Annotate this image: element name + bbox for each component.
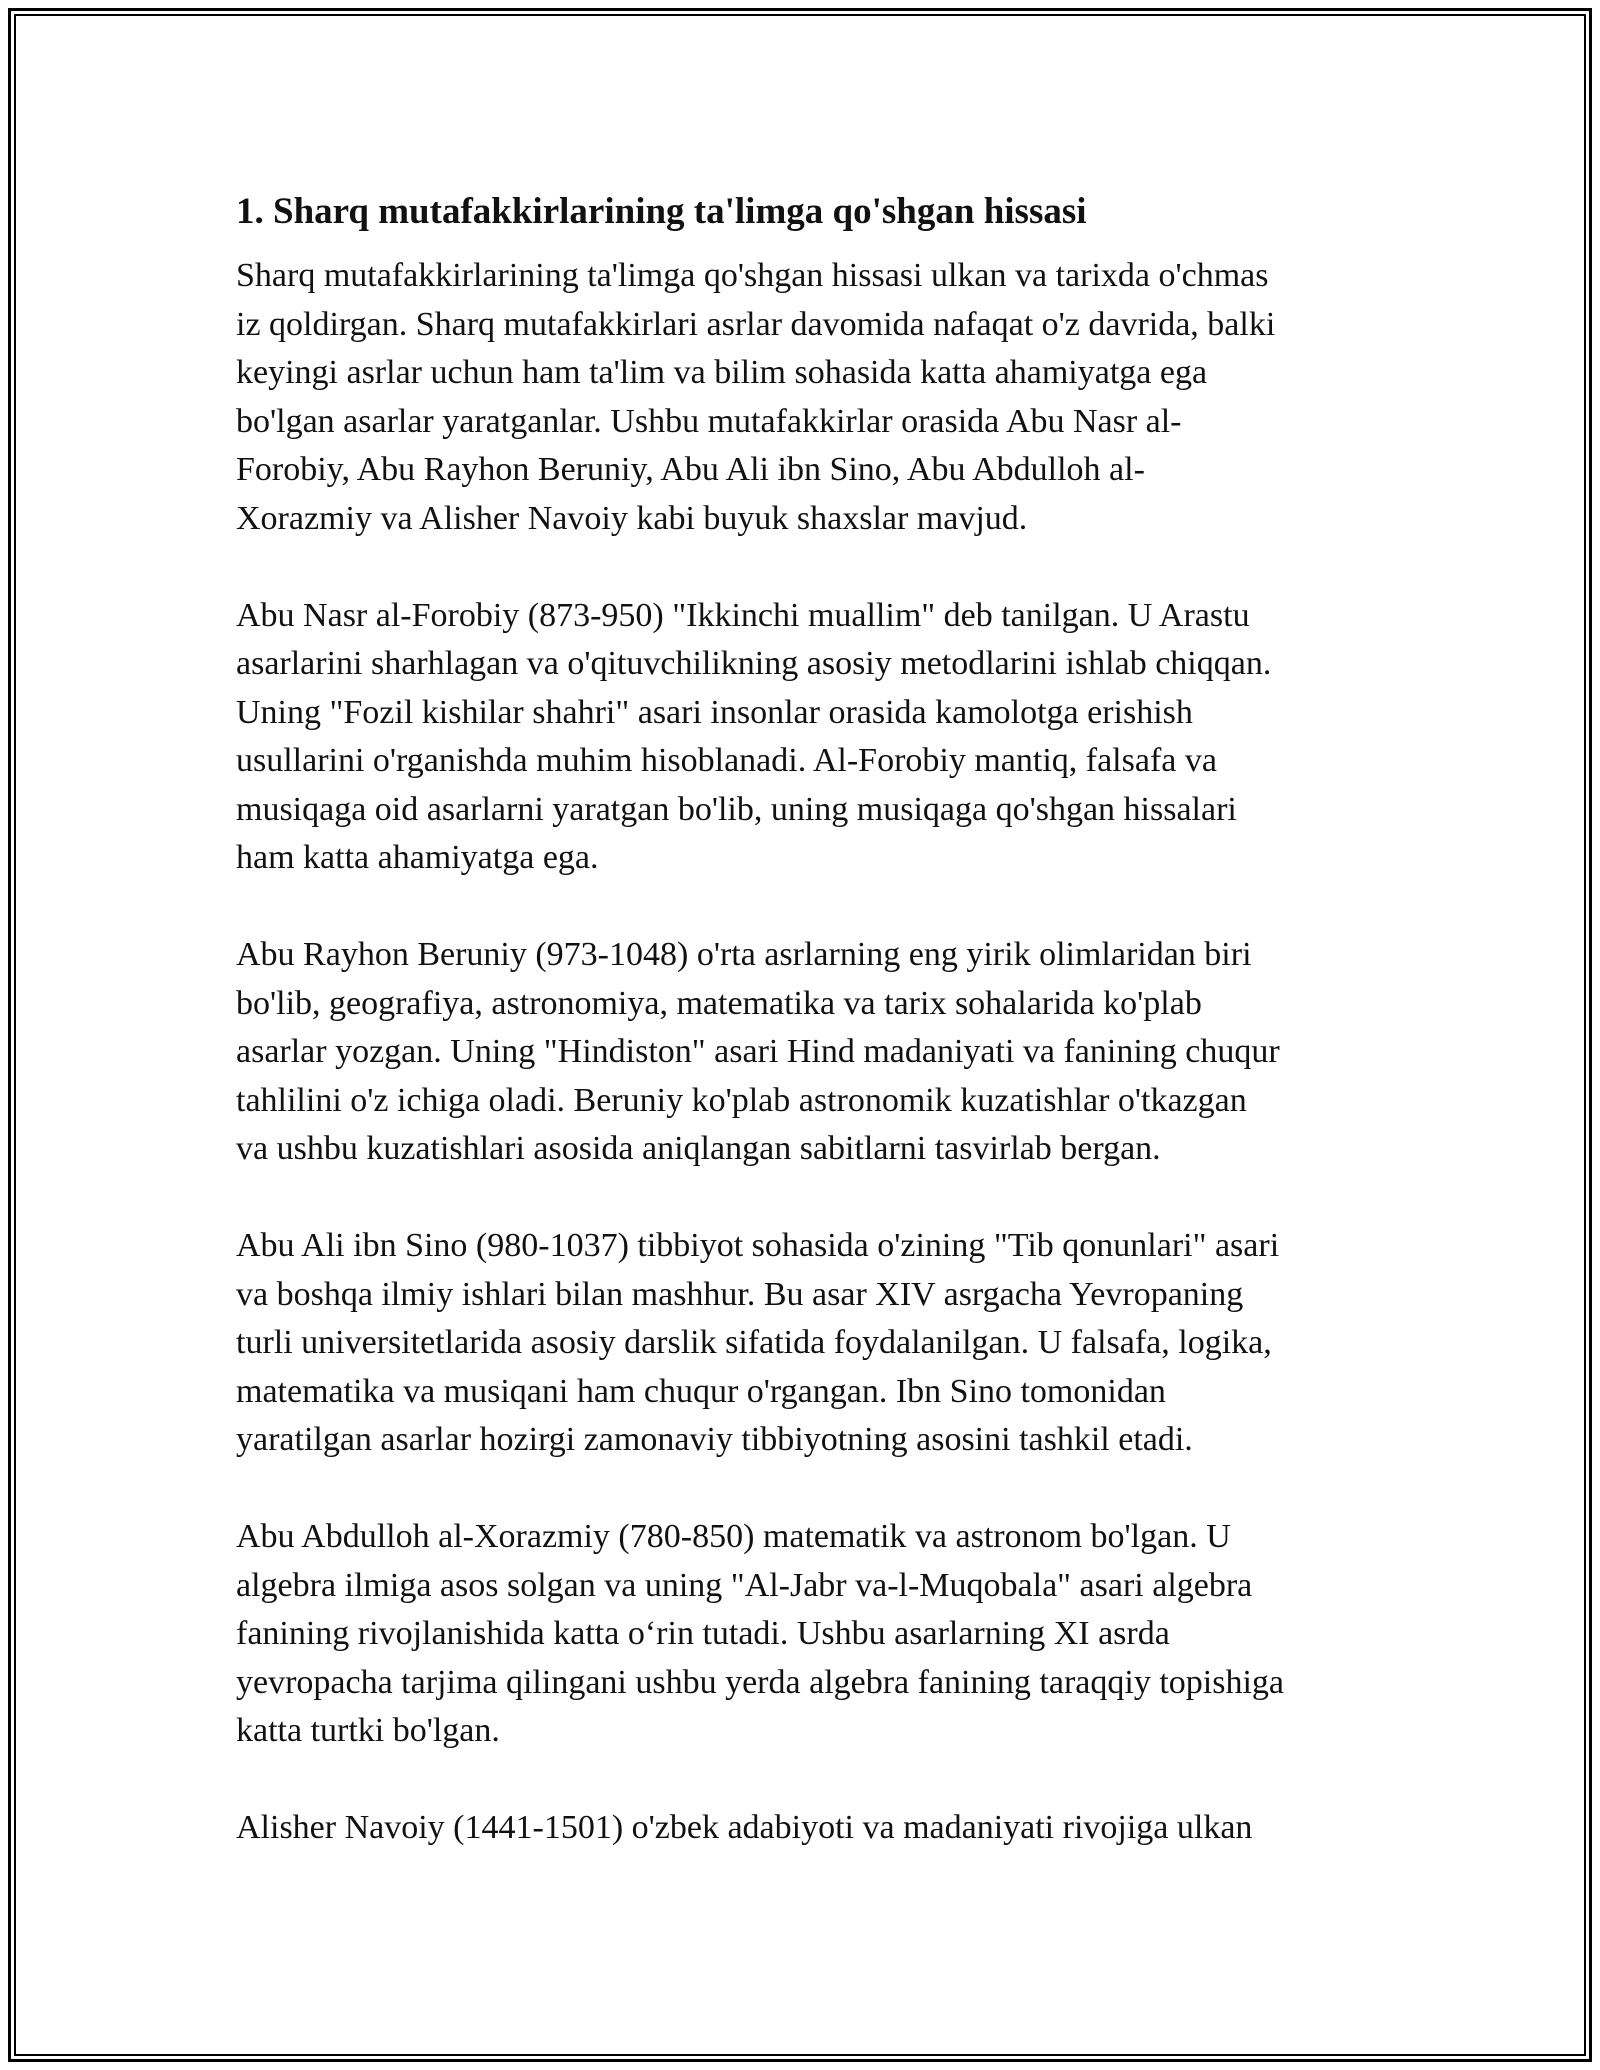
text-line: algebra ilmiga asos solgan va uning "Al-Jabr va-l-Muqobala" asari algebra [236, 1566, 1253, 1604]
text-line: yaratilgan asarlar hozirgi zamonaviy tibbiyotning asosini tashkil etadi. [236, 1421, 1193, 1458]
text-line: keyingi asrlar uchun ham ta'lim va bilim sohasida katta ahamiyatga ega [236, 354, 1208, 391]
text-line: Sharq mutafakkirlarining ta'limga qo'shgan hissasi ulkan va tarixda o'chmas [236, 257, 1269, 294]
document-body [236, 186, 1376, 1901]
text-line: Alisher Navoiy (1441-1501) o'zbek adabiyoti va madaniyati rivojiga ulkan [236, 1809, 1253, 1846]
paragraph-forobiy [236, 592, 1376, 883]
text-line: Xorazmiy va Alisher Navoiy kabi buyuk shaxslar mavjud. [236, 499, 1028, 537]
paragraph-navoiy [236, 1804, 1376, 1853]
text-line: yevropacha tarjima qilingani ushbu yerda algebra fanining taraqqiy topishiga [236, 1663, 1284, 1701]
text-line: Uning "Fozil kishilar shahri" asari insonlar orasida kamolotga erishish [236, 693, 1193, 731]
text-line: usullarini o'rganishda muhim hisoblanadi. Al-Forobiy mantiq, falsafa va [236, 742, 1217, 779]
text-line: tahlilini o'z ichiga oladi. Beruniy ko'plab astronomik kuzatishlar o'tkazgan [236, 1081, 1247, 1119]
text-line: asarlar yozgan. Uning "Hindiston" asari Hind madaniyati va fanining chuqur [236, 1033, 1280, 1070]
paragraph-ibn-sino [236, 1222, 1376, 1465]
text-line: katta turtki bo'lgan. [236, 1712, 500, 1749]
text-line: bo'lib, geografiya, astronomiya, matematika va tarix sohalarida ko'plab [236, 984, 1202, 1022]
text-line: iz qoldirgan. Sharq mutafakkirlari asrlar davomida nafaqat o'z davrida, balki [236, 305, 1276, 343]
text-line: Abu Abdulloh al-Xorazmiy (780-850) matematik va astronom bo'lgan. U [236, 1518, 1231, 1555]
text-line: va ushbu kuzatishlari asosida aniqlangan sabitlarni tasvirlab bergan. [236, 1130, 1161, 1167]
paragraph-xorazmiy [236, 1513, 1376, 1756]
text-line: asarlarini sharhlagan va o'qituvchilikning asosiy metodlarini ishlab chiqqan. [236, 645, 1272, 682]
text-line: musiqaga oid asarlarni yaratgan bo'lib, uning musiqaga qo'shgan hissalari [236, 790, 1237, 828]
text-line: Abu Nasr al-Forobiy (873-950) "Ikkinchi muallim" deb tanilgan. U Arastu [236, 596, 1250, 634]
text-line: Forobiy, Abu Rayhon Beruniy, Abu Ali ibn Sino, Abu Abdulloh al- [236, 451, 1145, 488]
text-line: Abu Rayhon Beruniy (973-1048) o'rta asrlarning eng yirik olimlaridan biri [236, 936, 1252, 973]
text-line: fanining rivojlanishida katta o‘rin tutadi. Ushbu asarlarning XI asrda [236, 1615, 1170, 1652]
text-line: matematika va musiqani ham chuqur o'rgangan. Ibn Sino tomonidan [236, 1372, 1166, 1410]
text-line: va boshqa ilmiy ishlari bilan mashhur. Bu asar XIV asrgacha Yevropaning [236, 1275, 1244, 1313]
paragraph-beruniy [236, 931, 1376, 1174]
paragraph-intro [236, 252, 1376, 543]
text-line: bo'lgan asarlar yaratganlar. Ushbu mutafakkirlar orasida Abu Nasr al- [236, 402, 1182, 440]
text-line: Abu Ali ibn Sino (980-1037) tibbiyot sohasida o'zining "Tib qonunlari" asari [236, 1227, 1280, 1264]
document-title: 1. Sharq mutafakkirlarining ta'limga qo'shgan hissasi [236, 191, 1087, 232]
text-line: turli universitetlarida asosiy darslik sifatida foydalanilgan. U falsafa, logika, [236, 1324, 1272, 1361]
text-line: ham katta ahamiyatga ega. [236, 839, 599, 876]
